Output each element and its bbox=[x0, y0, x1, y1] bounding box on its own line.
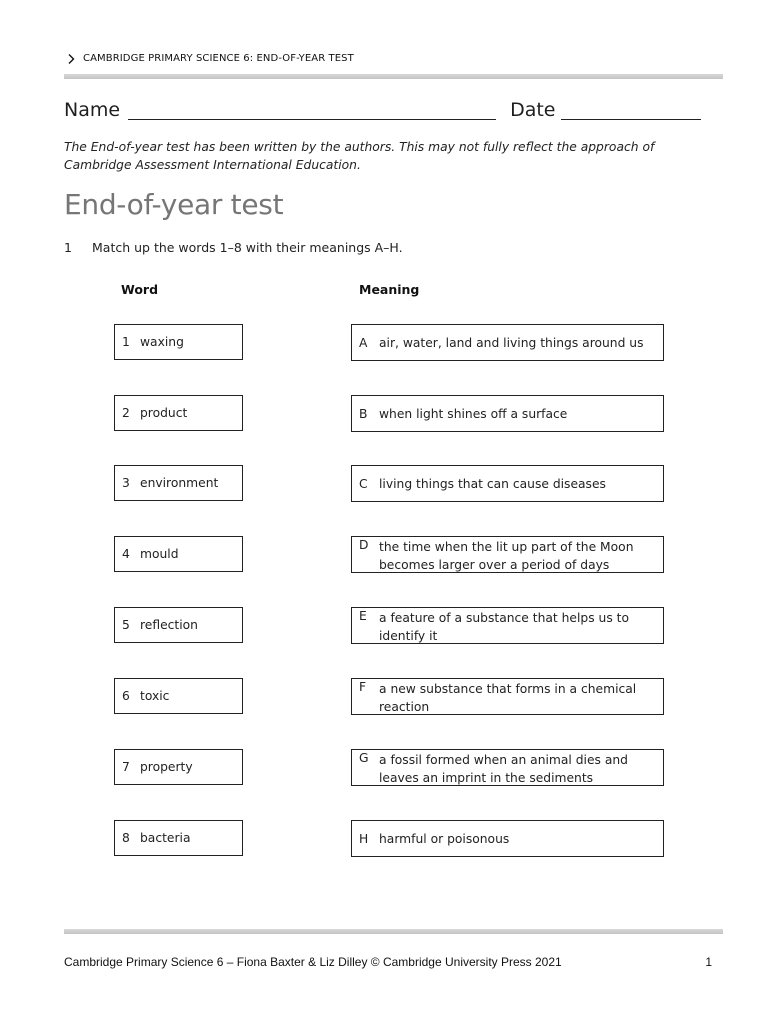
word-column-heading: Word bbox=[121, 282, 159, 297]
meaning-letter: F bbox=[359, 680, 367, 694]
meaning-box bbox=[351, 395, 664, 432]
chevron-right-icon bbox=[68, 54, 75, 64]
meaning-letter: E bbox=[359, 609, 367, 623]
meaning-letter: D bbox=[359, 538, 369, 552]
meaning-text: harmful or poisonous bbox=[379, 831, 510, 846]
meaning-letter: B bbox=[359, 406, 368, 421]
word-text: waxing bbox=[140, 335, 184, 349]
meaning-letter: H bbox=[359, 831, 369, 846]
meaning-letter: A bbox=[359, 335, 368, 350]
meaning-text: living things that can cause diseases bbox=[379, 476, 606, 491]
word-text: product bbox=[140, 406, 188, 420]
word-text: bacteria bbox=[140, 831, 191, 845]
meaning-text: air, water, land and living things around us bbox=[379, 335, 644, 350]
word-number: 3 bbox=[122, 476, 130, 490]
running-header bbox=[68, 53, 354, 64]
date-label: Date bbox=[510, 99, 556, 121]
meaning-letter: G bbox=[359, 751, 369, 765]
name-date-row bbox=[64, 99, 724, 121]
meaning-text: a new substance that forms in a chemical reaction bbox=[379, 682, 637, 714]
meaning-text: a feature of a substance that helps us to identify it bbox=[379, 611, 629, 643]
word-text: toxic bbox=[140, 689, 170, 703]
word-number: 1 bbox=[122, 335, 130, 349]
date-blank bbox=[561, 99, 701, 120]
word-box bbox=[114, 749, 243, 785]
header-rule bbox=[64, 74, 723, 79]
word-number: 6 bbox=[122, 689, 130, 703]
word-text: property bbox=[140, 760, 193, 774]
name-blank bbox=[128, 99, 496, 120]
name-label: Name bbox=[64, 99, 121, 121]
word-box bbox=[114, 536, 243, 572]
footer-rule bbox=[64, 929, 723, 934]
word-box bbox=[114, 465, 243, 501]
meaning-text: when light shines off a surface bbox=[379, 406, 568, 421]
word-number: 2 bbox=[122, 406, 130, 420]
page-number: 1 bbox=[705, 955, 712, 969]
word-number: 4 bbox=[122, 547, 130, 561]
meaning-text: the time when the lit up part of the Moon becomes larger over a period of days bbox=[379, 540, 634, 572]
page-title: End-of-year test bbox=[64, 188, 284, 221]
word-text: reflection bbox=[140, 618, 198, 632]
word-box bbox=[114, 395, 243, 431]
meaning-box bbox=[351, 749, 664, 786]
word-number: 8 bbox=[122, 831, 130, 845]
word-number: 7 bbox=[122, 760, 130, 774]
running-title: CAMBRIDGE PRIMARY SCIENCE 6: END-OF-YEAR TEST bbox=[83, 53, 354, 64]
meaning-box bbox=[351, 820, 664, 857]
meaning-box bbox=[351, 678, 664, 715]
meaning-column-heading: Meaning bbox=[359, 282, 420, 297]
word-number: 5 bbox=[122, 618, 130, 632]
word-text: environment bbox=[140, 476, 219, 490]
meaning-text: a fossil formed when an animal dies and leaves an imprint in the sediments bbox=[379, 753, 628, 785]
author-note: The End-of-year test has been written by the authors. This may not fully reflect the approach of Cambridge Assessment International Education. bbox=[64, 140, 655, 172]
question-number: 1 bbox=[64, 240, 72, 255]
meaning-box bbox=[351, 324, 664, 361]
question-1 bbox=[64, 240, 403, 255]
word-box bbox=[114, 820, 243, 856]
meaning-box bbox=[351, 536, 664, 573]
meaning-letter: C bbox=[359, 476, 368, 491]
word-box bbox=[114, 324, 243, 360]
question-text: Match up the words 1–8 with their meanings A–H. bbox=[92, 240, 403, 255]
meaning-box bbox=[351, 607, 664, 644]
word-box bbox=[114, 607, 243, 643]
word-box bbox=[114, 678, 243, 714]
word-text: mould bbox=[140, 547, 179, 561]
meaning-box bbox=[351, 465, 664, 502]
footer-credit: Cambridge Primary Science 6 – Fiona Baxter & Liz Dilley © Cambridge University Press 2021 bbox=[64, 955, 562, 969]
